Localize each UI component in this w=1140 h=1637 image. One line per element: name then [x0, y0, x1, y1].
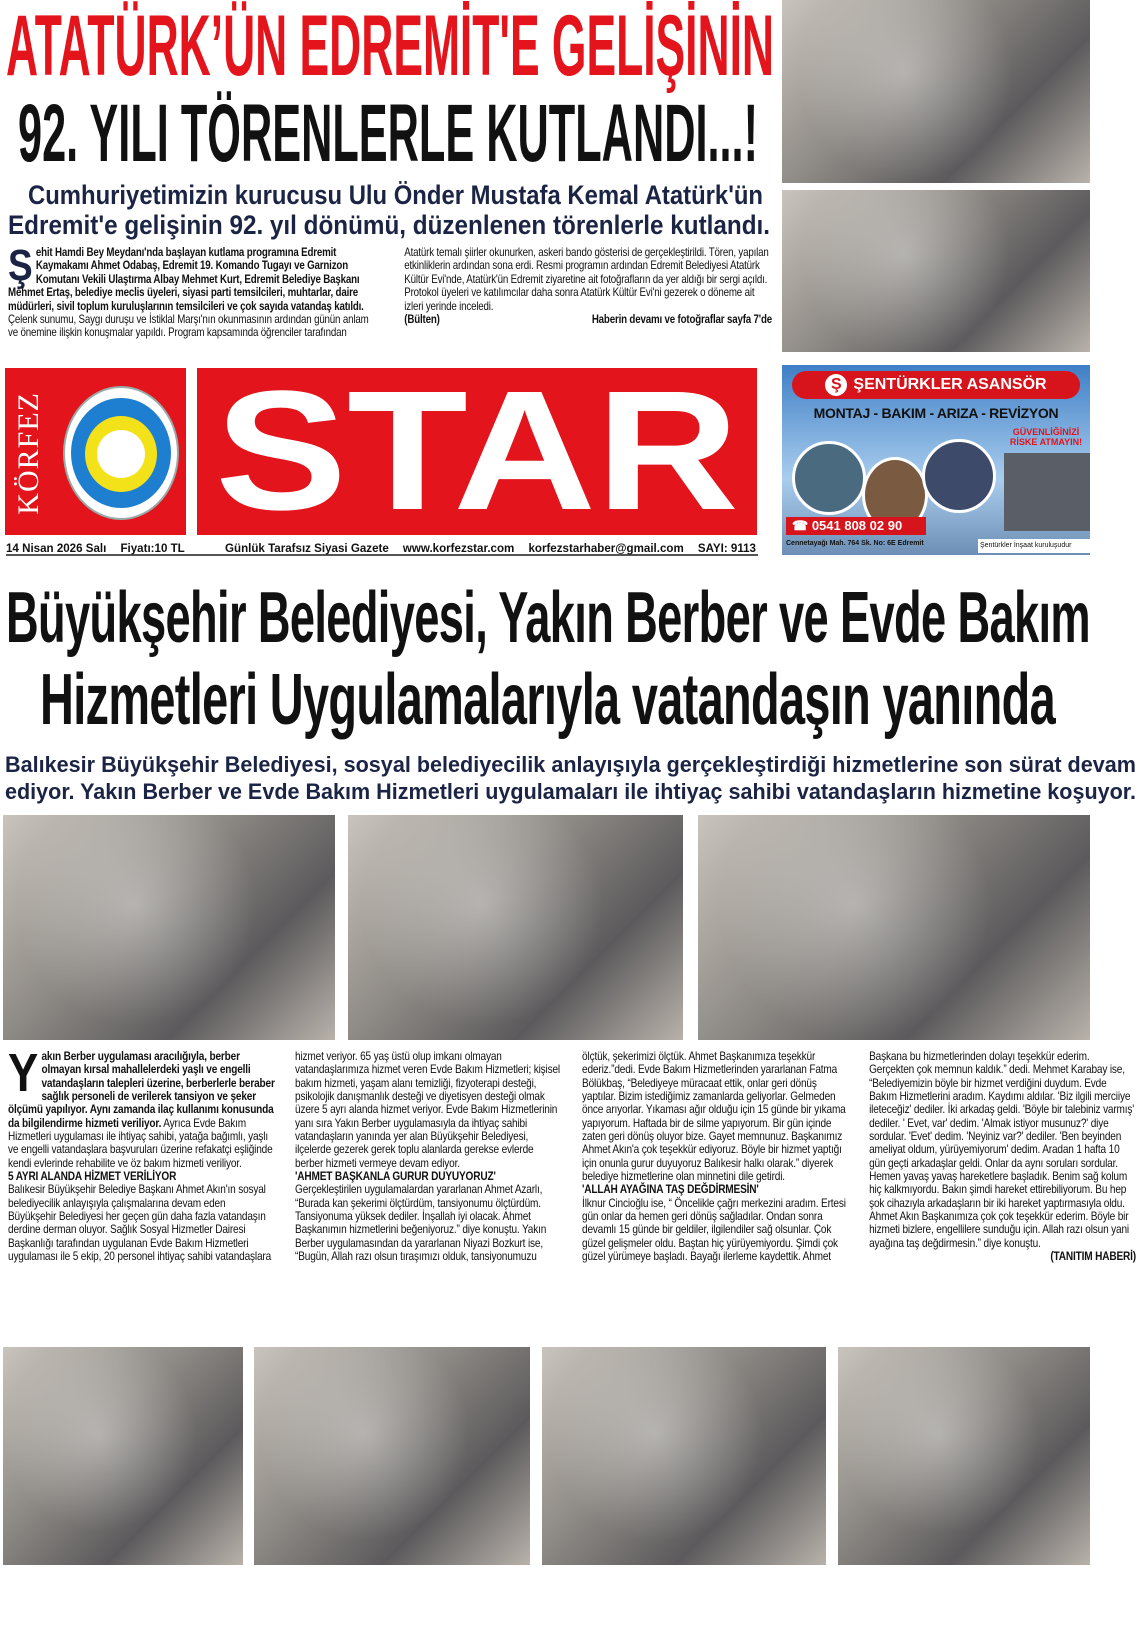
lead-text: akın Berber uygulaması aracılığıyla, berber olmayan kırsal mahallelerdeki yaşlı ve engelli vatandaşların talepleri üzerine, berberlerle beraber sağlık personeli de verilerek tansiyon ve şeker ölçümü yapılıyor. Aynı zamanda ilaç kullanımı konusunda da bilgilendirme hizmeti veriliyor.	[8, 1049, 275, 1130]
top-headline-text: 92. YILI TÖRENLERLE KUTLANDI...!	[18, 88, 758, 179]
lead-text: ehit Hamdi Bey Meydanı'nda başlayan kutlama programına Edremit Kaymakamı Ahmet Odabaş, Edremit 19. Komando Tugayı ve Garnizon Komutanı Vekili Ulaştırma Albay Mehmet Kurt, Edremit Belediye Başkanı Mehmet Ertaş, belediye meclis üyeleri, siyasi parti temsilcileri, muhtarlar, daire müdürleri, sivil toplum kuruluşlarının temsilcileri ve çok sayıda vatandaş katıldı.	[8, 246, 364, 313]
body-text: Çelenk sunumu, Saygı duruşu ve İstiklal Marşı'nın okunmasının ardından günün anlam ve önemine ilişkin konuşmalar yapıldı. Program kapsamında öğrenciler tarafından Atatürk temalı şiirler okunurken, askeri bando gösterisi de gerçekleştirildi. Tören, yapılan etkinliklerin ardından sona erdi. Resmi programın ardından Edremit Belediyesi Atatürk Kültür Evi'nde, Atatürk'ün Edremit ziyaretine ait fotoğrafların da yer aldığı bir sergi açıldı. Protokol üyeleri ve katılımcılar daha sonra Atatürk Kültür Evi'ni gezerek o döneme ait izleri yerinde inceledi.	[8, 246, 769, 340]
top-headline-line2	[18, 88, 758, 179]
barber-photo-2	[698, 815, 1090, 1040]
issue-number: SAYI: 9113	[697, 543, 757, 555]
drop-cap: Y	[8, 1043, 39, 1103]
date-bar	[6, 538, 758, 556]
main-subheadline-text: ediyor. Yakın Berber ve Evde Bakım Hizmetleri uygulamaları ile ihtiyaç sahibi vatandaşların hizmetine koşuyor.	[5, 779, 1136, 804]
star-logo-box	[197, 356, 757, 546]
top-subheadline-line2	[8, 210, 770, 240]
star-title-text: STAR	[215, 356, 739, 546]
source-label: (Bülten)	[404, 313, 440, 327]
patient-photo	[838, 1347, 1090, 1565]
ad-photo-circle	[922, 439, 996, 513]
star-title	[215, 356, 739, 546]
ad-company: ŞENTÜRKLER ASANSÖR	[853, 376, 1047, 393]
section-heading: 'ALLAH AYAĞINA TAŞ DEĞDİRMESİN'	[582, 1182, 759, 1197]
main-headline-text: Büyükşehir Belediyesi, Yakın Berber ve Evde Bakım	[6, 578, 1090, 658]
ad-phone-number: 0541 808 02 90	[811, 518, 903, 533]
email-link[interactable]: korfezstarhaber@gmail.com	[528, 543, 684, 555]
korfez-logo-box	[5, 368, 186, 535]
health-check-photo	[348, 815, 683, 1040]
home-care-photo-1	[3, 1347, 243, 1565]
ad-address: Cennetayağı Mah. 764 Sk. No: 6E Edremit	[786, 540, 924, 547]
tagline: Günlük Tarafsız Siyasi Gazete	[225, 543, 389, 555]
main-headline-text: Hizmetleri Uygulamalarıyla vatandaşın yanında	[40, 660, 1055, 740]
eye-logo-icon	[63, 386, 179, 520]
section-heading: 5 AYRI ALANDA HİZMET VERİLİYOR	[8, 1169, 177, 1184]
main-subheadline-text: Balıkesir Büyükşehir Belediyesi, sosyal belediyecilik anlayışıyla gerçekleştirdiği hizmetlerine son sürat devam	[5, 752, 1136, 777]
ceremony-photo-1	[782, 0, 1090, 183]
ad-phone[interactable]: ☎ 0541 808 02 90	[786, 517, 926, 535]
top-subheadline-text: Cumhuriyetimizin kurucusu Ulu Önder Mustafa Kemal Atatürk'ün	[28, 180, 763, 210]
home-care-photo-2	[254, 1347, 530, 1565]
main-subheadline-line1	[5, 752, 1136, 778]
ad-services: MONTAJ - BAKIM - ARIZA - REVİZYON	[813, 405, 1059, 421]
main-headline-line2	[40, 660, 1055, 740]
continued-link[interactable]: Haberin devamı ve fotoğraflar sayfa 7'de	[591, 313, 772, 327]
top-headline-line1	[6, 0, 774, 94]
body-text: Gerçekleştirilen uygulamalardan yararlanan Ahmet Azarlı, “Burada kan şekerimi ölçtürdüm, tansiyonumu ölçtürdüm. Tansiyonuma yüksek dediler. İnşallah iyi olacak. Ahmet Başkanımın hizmetlerini beğeniyoruz.” diye konuştu. Yakın Berber uygulamasından da yararlanan Niyazi Bozkurt ise, “Bugün, Allah razı olsun tıraşımızı olduk, tansiyonumuzu ölçtük, şekerimizi ölçtük. Ahmet Başkanımıza teşekkür ederiz.”dedi. Evde Bakım Hizmetlerinden yararlanan Fatma Bölükbaş, “Belediyeye müracaat ettik, onlar geri dönüş yaptılar. Bizim istediğimiz zamanlarda geliyorlar. Gelmeden önce arıyorlar. Yıkaması ağır olduğu için 15 günde bir yıkama yapıyorum. Haftada bir de silme yapıyorum. Bir gün içinde zaten geri dönüş oluyor bize. Gayet memnunuz. Başkanımız Ahmet Akın'a çok teşekkür ediyoruz. Böyle bir hizmet yaptığı için onunla gurur duyuyoruz Balıkesir halkı olarak.” diyerek belediye hizmetlerine olan minnetini dile getirdi.	[295, 1049, 846, 1264]
ad-slogan	[1004, 427, 1088, 447]
top-headline-text: ATATÜRK’ÜN EDREMİT'E GELİŞİNİN	[6, 0, 774, 94]
credit-label: (TANITIM HABERİ)	[1050, 1249, 1136, 1264]
physiotherapy-photo	[542, 1347, 826, 1565]
main-headline-line1	[6, 578, 1090, 658]
ad-elevator-image	[1004, 453, 1090, 531]
top-subheadline-line1	[28, 180, 763, 210]
body-text: Ayrıca Evde Bakım Hizmetleri uygulaması ile ihtiyaç sahibi, yatağa bağımlı, yaşlı ve engelli vatandaşlara başvuruları üzerine refakatçi eşliğinde kendi evlerinde rehabilite ve öz bakım hizmeti veriliyor.	[8, 1115, 273, 1170]
website-link[interactable]: www.korfezstar.com	[402, 543, 515, 555]
main-story-body	[8, 1043, 1136, 1264]
ad-slogan-line: RİSKE ATMAYIN!	[1009, 437, 1083, 447]
body-text: Balıkesir Büyükşehir Belediye Başkanı Ahmet Akın'ın sosyal belediyecilik anlayışıyla çalışmalarına devam eden Büyükşehir Belediyesi her geçen gün daha fazla vatandaşın derdine derman oluyor. Sağlık Sosyal Hizmetler Dairesi Başkanlığı tarafından uygulanan Evde Bakım Hizmetleri uygulaması ile 5 ekip, 20 personel ihtiyaç sahibi vatandaşlara hizmet veriyor. 65 yaş üstü olup imkanı olmayan vatandaşlarımıza hizmet veren Evde Bakım Hizmetleri; kişisel bakım hizmeti, yaşam alanı temizliği, fizyoterapi desteği, psikolojik danışmanlık desteği ve diyetisyen desteği olmak üzere 5 ayrı alanda hizmet veriyor. Evde Bakım Hizmetlerinin yanı sıra Yakın Berber uygulamasıyla da ihtiyaç sahibi vatandaşların yanında yer alan Büyükşehir Belediyesi, ilçelerde gezerek gerek toplu alanlarda gerekse evlerde berber hizmeti vermeye devam ediyor.	[8, 1049, 561, 1264]
ad-photo-circle	[792, 441, 866, 515]
top-story-body	[8, 241, 772, 340]
main-subheadline-line2	[5, 779, 1136, 805]
ad-logo-icon: Ş	[825, 374, 847, 396]
senturkler-ad[interactable]	[782, 365, 1090, 555]
drop-cap: Ş	[8, 241, 33, 290]
section-heading: 'AHMET BAŞKANLA GURUR DUYUYORUZ'	[295, 1169, 496, 1184]
price: Fiyatı:10 TL	[120, 543, 185, 555]
korfez-label: KÖRFEZ	[12, 391, 45, 515]
ceremony-photo-2	[782, 190, 1090, 352]
issue-date: 14 Nisan 2026 Salı	[6, 543, 107, 555]
ad-note: Şentürkler İnşaat kuruluşudur	[978, 539, 1090, 553]
top-subheadline-text: Edremit'e gelişinin 92. yıl dönümü, düzenlenen törenlerle kutlandı.	[8, 210, 770, 240]
body-text: İlknur Cincioğlu ise, “ Öncelikle çağrı merkezini aradım. Ertesi gün onlar da hemen geri dönüş sağladılar. Ondan sonra devamlı 15 günde bir geldiler, ilgilendiler sağ olsunlar. Çok güzel gelişmeler oldu. Baştan hiç yürüyemiyordu. Şimdi çok güzel yürümeye başladı. Bayağı ilerleme kaydettik. Ahmet Başkana bu hizmetlerinden dolayı teşekkür ederim. Gerçekten çok memnun kaldık.” dedi. Mehmet Karabay ise, “Belediyemizin böyle bir hizmet verdiğini duydum. Evde Bakım Hizmetlerini aradım. Kaydımı aldılar. 'Biz ilgili merciiye ileteceğiz' dediler. İki arkadaş geldi. 'Böyle bir talebiniz varmış' dediler. ' Evet, var' dedim. 'Almak istiyor musunuz?' diye sordular. 'Evet' dedim. 'Neyiniz var?' dediler. 'Ben beyinden ameliyat oldum, yürüyemiyorum' dedim. Aradan 1 hafta 10 gün geçti arkadaşlar geldi. Onlar da aynı soruları sordular. Hemen yavaş yavaş hareketlere başladık. Benim sağ kolum hiç kalkmıyordu. Bakın şimdi hareket ettirebiliyorum. Bu hep şok cihazıyla arkadaşların bir iki hareket yaptırmasıyla oldu. Ahmet Akın Başkanımıza çok çok teşekkür ederim. Böyle bir hizmeti bizlere, engellilere sunduğu için. Allah razı olsun yani ayağına taş değdirmesin.” diye konuştu.	[582, 1049, 1135, 1264]
ad-company-banner	[792, 371, 1080, 399]
barber-photo-1	[3, 815, 335, 1040]
ad-slogan-line: GÜVENLİĞİNİZİ	[1012, 427, 1080, 437]
